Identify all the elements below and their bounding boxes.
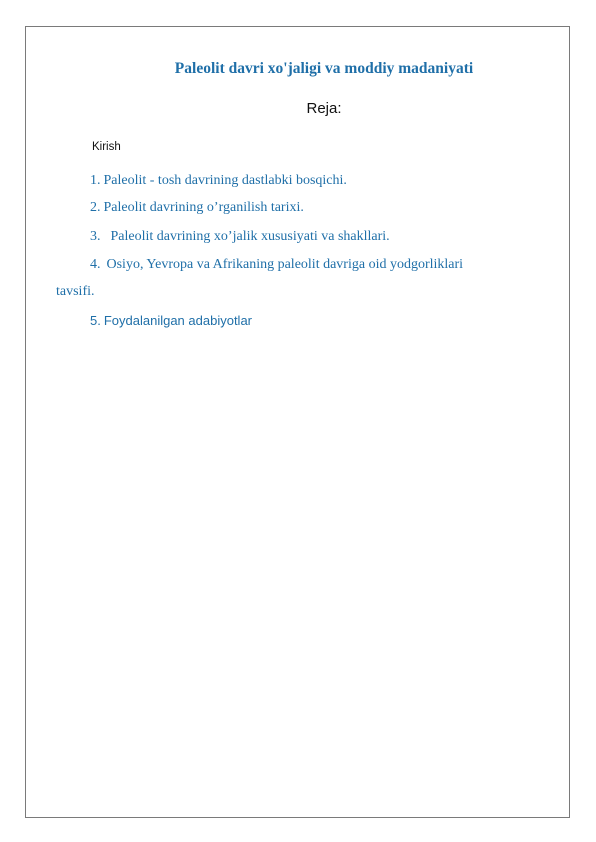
plan-item-4-number: 4.: [90, 257, 101, 272]
plan-item-3: [90, 229, 390, 245]
plan-item-5-number: 5.: [90, 313, 101, 328]
plan-item-1-text: Paleolit - tosh davrining dastlabki bosqichi.: [103, 173, 347, 188]
plan-item-2: [90, 200, 304, 216]
plan-item-3-number: 3.: [90, 229, 101, 244]
plan-item-3-text: Paleolit davrining xo’jalik xususiyati va shakllari.: [110, 229, 390, 244]
plan-item-2-text: Paleolit davrining o’rganilish tarixi.: [103, 200, 304, 215]
plan-item-1-number: 1.: [90, 173, 101, 188]
plan-heading: Reja:: [306, 100, 342, 117]
intro-label: Kirish: [92, 141, 121, 153]
plan-item-2-number: 2.: [90, 200, 101, 215]
plan-item-4-continuation: tavsifi.: [56, 284, 95, 299]
plan-item-5-text: Foydalanilgan adabiyotlar: [103, 313, 252, 328]
plan-item-4-text: Osiyo, Yevropa va Afrikaning paleolit davriga oid yodgorliklari: [106, 257, 464, 272]
plan-item-4: [90, 257, 463, 273]
plan-item-1: [90, 173, 347, 189]
plan-item-5: [90, 313, 252, 328]
document-title: Paleolit davri xo'jaligi va moddiy madaniyati: [174, 60, 474, 77]
